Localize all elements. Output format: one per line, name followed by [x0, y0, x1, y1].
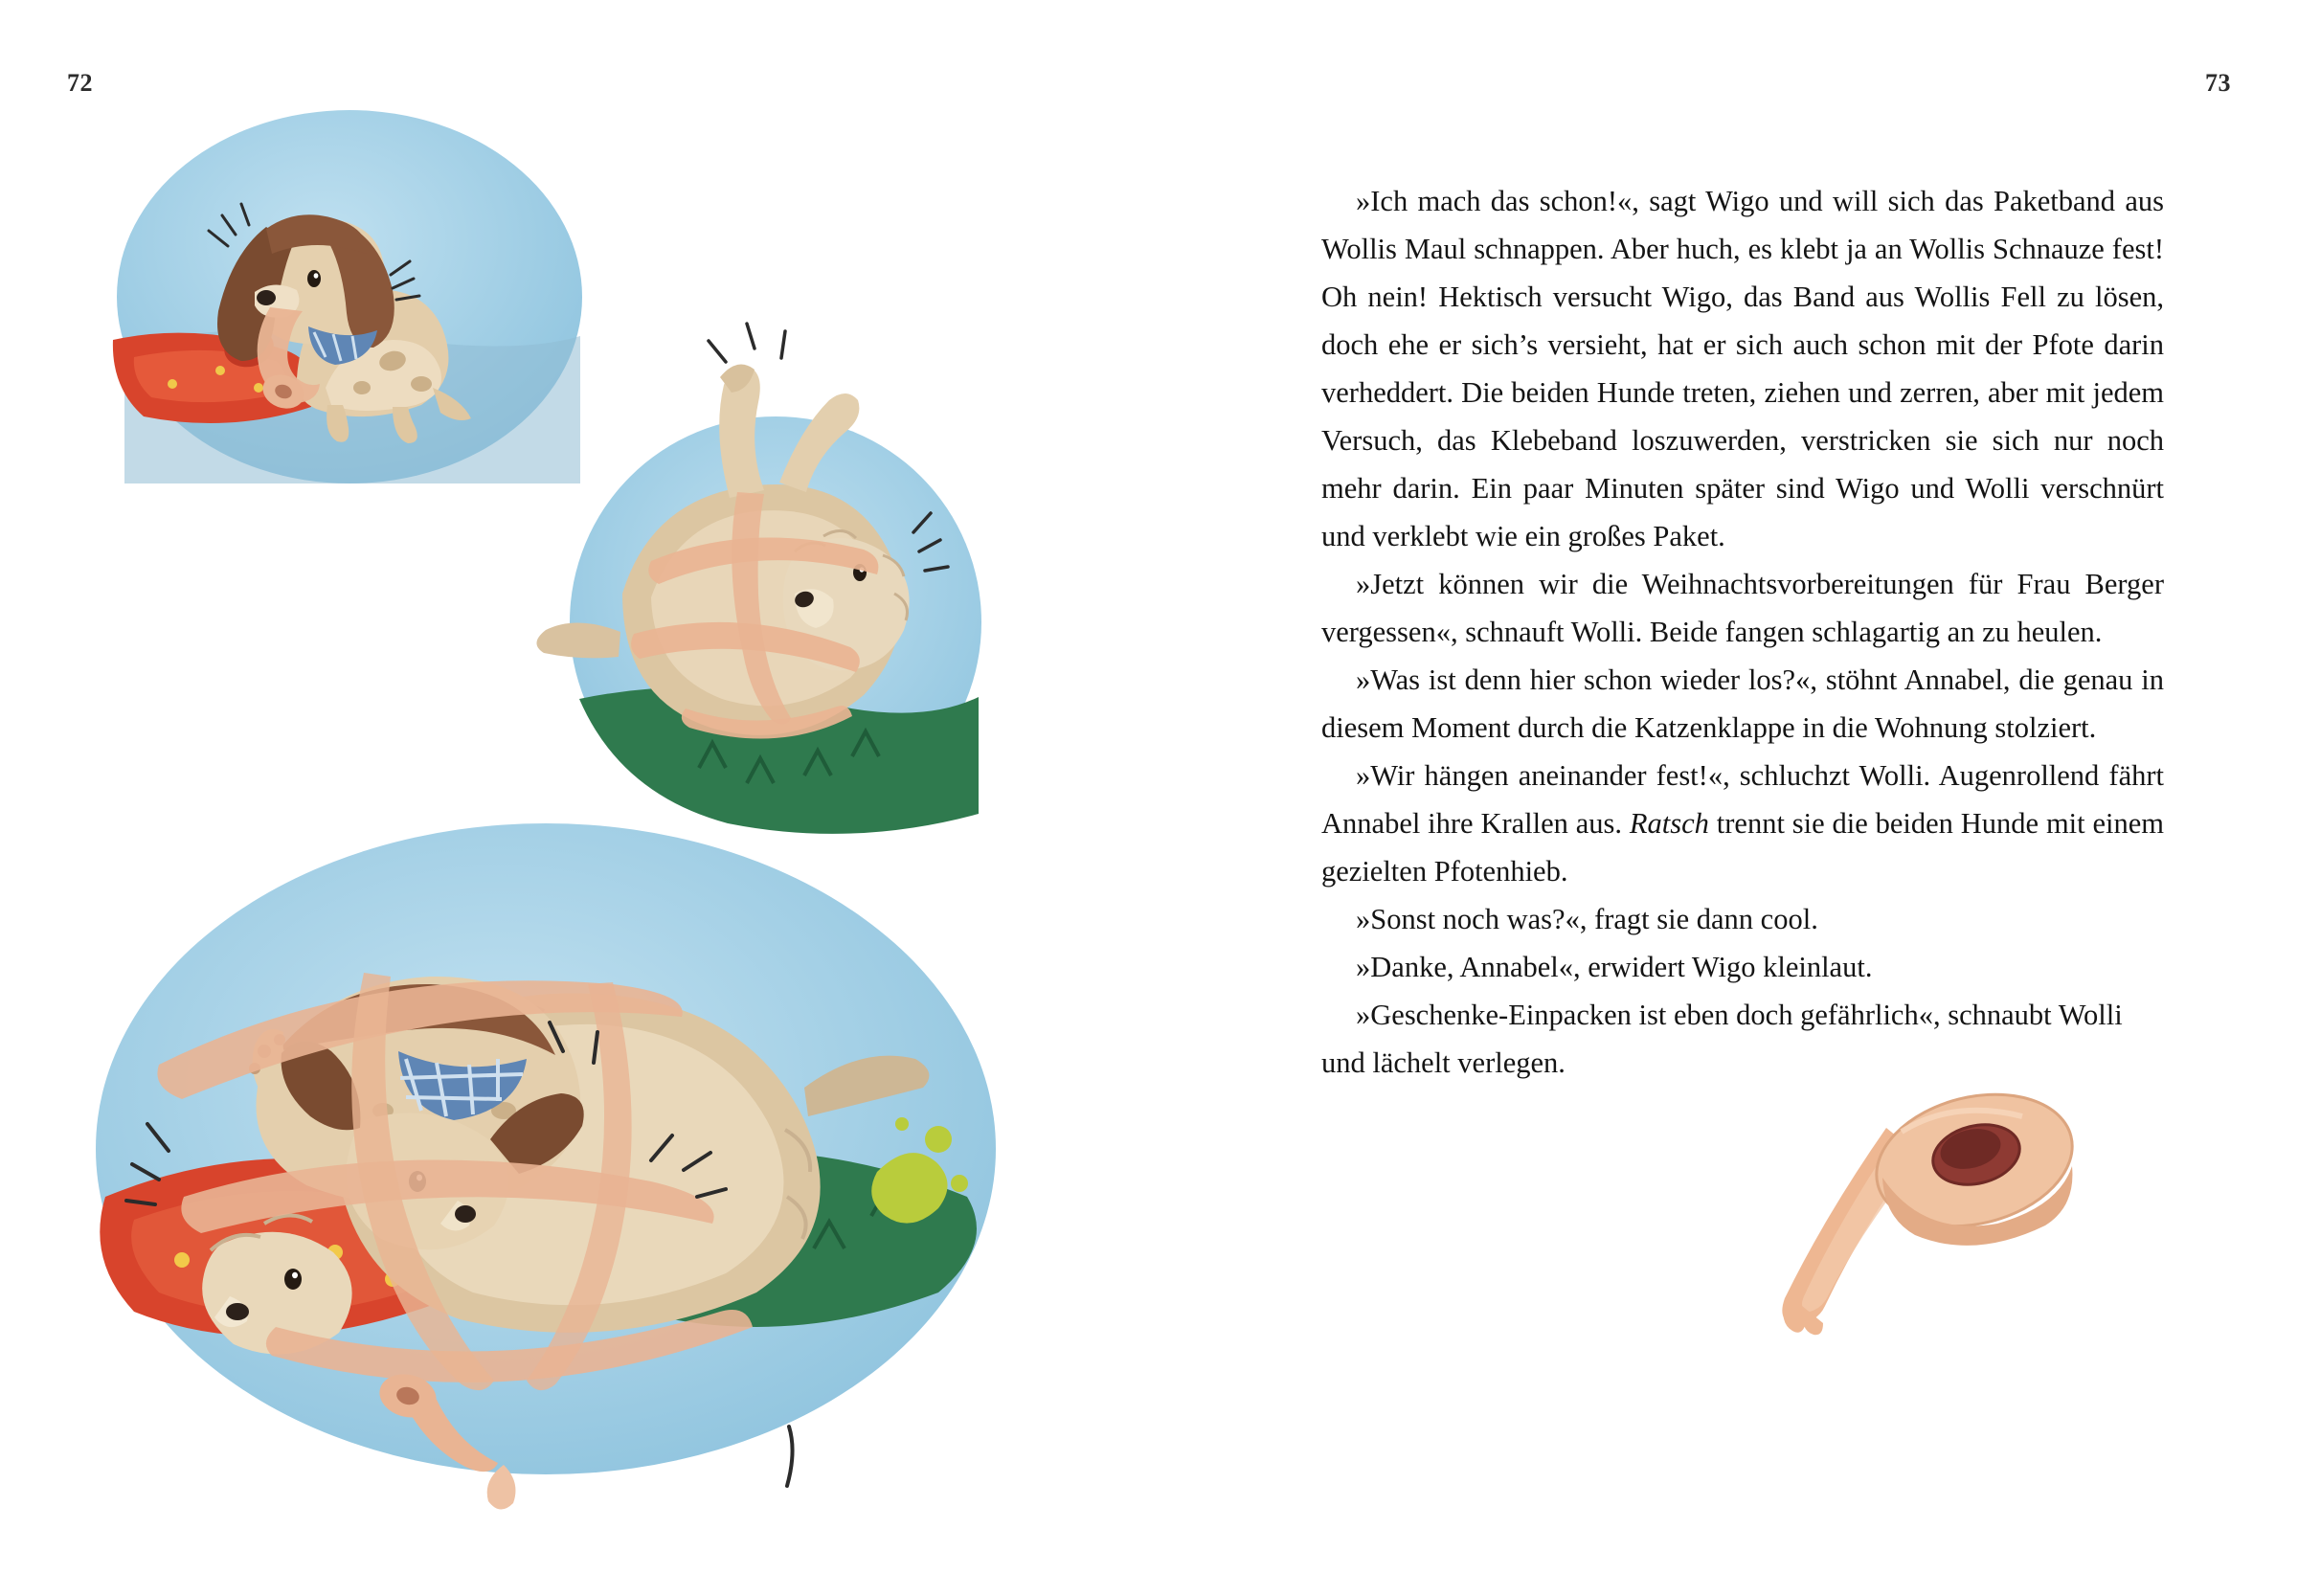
illustration-both-dogs-tangled: [77, 795, 1101, 1541]
paragraph-4-with-italic: [1321, 752, 2164, 895]
paragraph-5: »Sonst noch was?«, fragt sie dann cool.: [1356, 903, 1818, 935]
story-text-column: [1321, 177, 2164, 1087]
paragraph-1: »Ich mach das schon!«, sagt Wigo und will sich das Paketband aus Wollis Maul schnappen. Aber huch, es klebt ja an Wollis Schnauze fest! Oh nein! Hektisch versucht Wigo, das Band aus Wollis Fell zu lösen, doch ehe er sich’s versieht, hat er sich auch schon mit der Pfote darin verheddert. Die beiden Hunde treten, ziehen und zerren, aber mit jedem Versuch, das Klebeband loszuwerden, verstricken sie sich nur noch mehr darin. Ein paar Minuten später sind Wigo und Wolli verschnürt und verklebt wie ein großes Paket.: [1321, 185, 2164, 552]
paragraph-2: »Jetzt können wir die Weihnachtsvorbereitungen für Frau Berger vergessen«, schnauft Wolli. Beide fangen schlagartig an zu heulen.: [1321, 568, 2164, 648]
paragraph-4-before: »Wir hängen aneinander fest!«, schluchzt Wolli. Augenrollend fährt Annabel ihre Krallen aus.: [1321, 759, 2164, 840]
page-number-left: 72: [67, 69, 93, 97]
illustration-dog-rolled-in-tape: [507, 278, 1005, 871]
paragraph-6: »Danke, Annabel«, erwidert Wigo kleinlaut.: [1356, 951, 1873, 983]
paragraph-3: »Was ist denn hier schon wieder los?«, stöhnt Annabel, die genau in diesem Moment durch die Katzenklappe in die Wohnung stolziert.: [1321, 663, 2164, 744]
italic-word-ratsch: Ratsch: [1629, 807, 1709, 840]
paragraph-7: »Geschenke-Einpacken ist eben doch gefährlich«, schnaubt Wolli und lächelt verlegen.: [1321, 999, 2123, 1079]
page-number-right: 73: [2205, 69, 2231, 97]
illustration-tape-roll: [1771, 1072, 2126, 1350]
paragraph-4-after: trennt sie die beiden Hunde mit einem gezielten Pfotenhieb.: [1321, 807, 2164, 888]
